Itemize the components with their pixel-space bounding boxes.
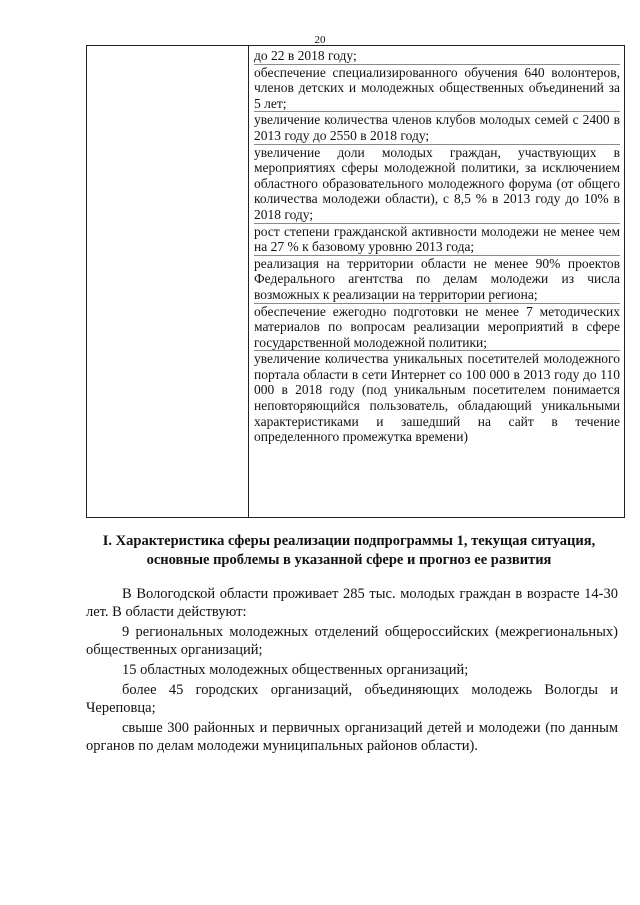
goal-item: увеличение количества уникальных посетителей молодежного портала области в сети Интернет со 100 000 в 2013 году до 110 000 в 2018 году (под уникальным посетителем понимается неповторяющийся пользователь, обладающий уникальными характеристиками и зашедший на сайт в течение определенного промежутка времени) bbox=[254, 351, 620, 445]
goals-table-cell bbox=[254, 48, 620, 445]
goals-table bbox=[86, 45, 625, 518]
section-heading: I. Характеристика сферы реализации подпрограммы 1, текущая ситуация, основные проблемы в указанной сфере и прогноз ее развития bbox=[102, 533, 596, 568]
body-paragraph: В Вологодской области проживает 285 тыс. молодых граждан в возрасте 14-30 лет. В области действуют: bbox=[86, 586, 618, 620]
body-paragraph: более 45 городских организаций, объединяющих молодежь Вологды и Череповца; bbox=[86, 682, 618, 716]
goal-item: обеспечение специализированного обучения 640 волонтеров, членов детских и молодежных общественных объединений за 5 лет; bbox=[254, 64, 620, 111]
page-number: 20 bbox=[314, 34, 326, 46]
goal-item: увеличение количества членов клубов молодых семей с 2400 в 2013 году до 2550 в 2018 году; bbox=[254, 112, 620, 143]
goal-item: рост степени гражданской активности молодежи не менее чем на 27 % к базовому уровню 2013 года; bbox=[254, 223, 620, 255]
body-paragraph: 15 областных молодежных общественных организаций; bbox=[122, 662, 469, 678]
body-text bbox=[86, 585, 618, 757]
goal-item: до 22 в 2018 году; bbox=[254, 48, 620, 65]
goal-item: обеспечение ежегодно подготовки не менее 7 методических материалов по вопросам реализации мероприятий в сфере государственной молодежной политики; bbox=[254, 303, 620, 350]
body-paragraph: свыше 300 районных и первичных организаций детей и молодежи (по данным органов по делам молодежи муниципальных районов области). bbox=[86, 720, 618, 754]
body-paragraph: 9 региональных молодежных отделений общероссийских (межрегиональных) общественных организаций; bbox=[86, 624, 618, 658]
goal-item: реализация на территории области не менее 90% проектов Федерального агентства по делам молодежи из числа возможных к реализации на территории региона; bbox=[254, 255, 620, 302]
goal-item: увеличение доли молодых граждан, участвующих в мероприятиях сферы молодежной политики, за исключением областного образовательного молодежного форума (от общего количества молодежи области), с 8,5 % в 2013 году до 10% в 2018 году; bbox=[254, 144, 620, 222]
table-column-divider bbox=[248, 46, 249, 517]
